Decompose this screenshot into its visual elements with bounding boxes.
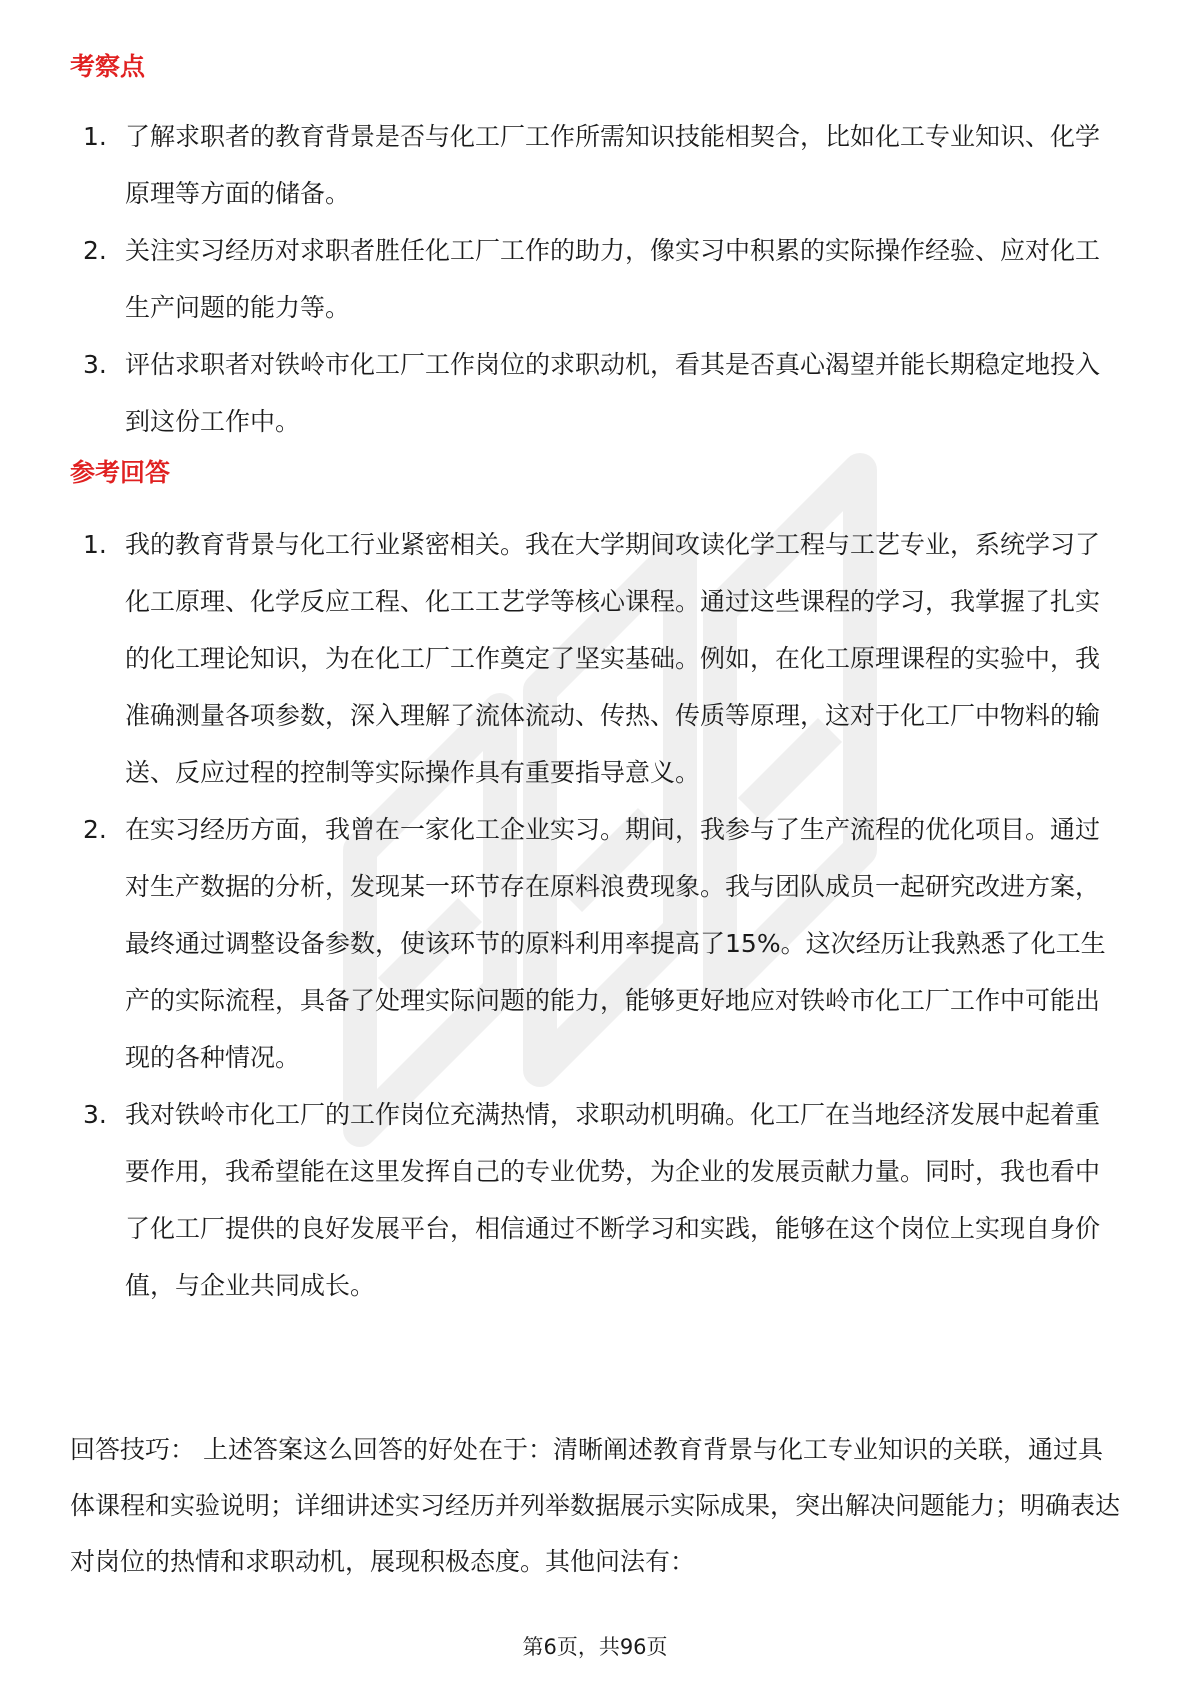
list-item-text: 我的教育背景与化工行业紧密相关。我在大学期间攻读化学工程与工艺专业，系统学习了化工原理、化学反应工程、化工工艺学等核心课程。通过这些课程的学习，我掌握了扎实的化工理论知识，为在化工厂工作奠定了坚实基础。例如，在化工原理课程的实验中，我准确测量各项参数，深入理解了流体流动、传热、传质等原理，这对于化工厂中物料的输送、反应过程的控制等实际操作具有重要指导意义。 [125, 530, 1101, 787]
list-item-number: 1. [83, 122, 107, 151]
list-item-number: 3. [83, 1100, 107, 1129]
list-item-text: 评估求职者对铁岭市化工厂工作岗位的求职动机，看其是否真心渴望并能长期稳定地投入到这份工作中。 [125, 350, 1101, 436]
answer-tips: 回答技巧： 上述答案这么回答的好处在于：清晰阐述教育背景与化工专业知识的关联，通过具体课程和实验说明；详细讲述实习经历并列举数据展示实际成果，突出解决问题能力；明确表达对岗位的热情和求职动机，展现积极态度。其他问法有： [70, 1435, 1121, 1576]
list-item-text: 关注实习经历对求职者胜任化工厂工作的助力，像实习中积累的实际操作经验、应对化工生产问题的能力等。 [125, 236, 1101, 322]
list-item-number: 1. [83, 530, 107, 559]
section-title-reference: 参考回答 [70, 458, 171, 487]
list-item [0, 108, 1120, 222]
list-item-text: 了解求职者的教育背景是否与化工厂工作所需知识技能相契合，比如化工专业知识、化学原理等方面的储备。 [125, 122, 1101, 208]
list-item-text: 我对铁岭市化工厂的工作岗位充满热情，求职动机明确。化工厂在当地经济发展中起着重要作用，我希望能在这里发挥自己的专业优势，为企业的发展贡献力量。同时，我也看中了化工厂提供的良好发展平台，相信通过不断学习和实践，能够在这个岗位上实现自身价值，与企业共同成长。 [125, 1100, 1101, 1300]
list-item-number: 2. [83, 236, 107, 265]
list-item [0, 801, 1120, 1086]
page-number: 第6页，共96页 [522, 1635, 668, 1659]
list-item-number: 2. [83, 815, 107, 844]
list-item [0, 516, 1120, 801]
list-item-number: 3. [83, 350, 107, 379]
reference-list [0, 516, 1120, 1314]
section-title-assessment: 考察点 [70, 52, 146, 81]
list-item [0, 222, 1120, 336]
list-item [0, 336, 1120, 450]
list-item-text: 在实习经历方面，我曾在一家化工企业实习。期间，我参与了生产流程的优化项目。通过对生产数据的分析，发现某一环节存在原料浪费现象。我与团队成员一起研究改进方案，最终通过调整设备参数，使该环节的原料利用率提高了15%。这次经历让我熟悉了化工生产的实际流程，具备了处理实际问题的能力，能够更好地应对铁岭市化工厂工作中可能出现的各种情况。 [125, 815, 1106, 1072]
list-item [0, 1086, 1120, 1314]
assessment-list [0, 108, 1120, 450]
